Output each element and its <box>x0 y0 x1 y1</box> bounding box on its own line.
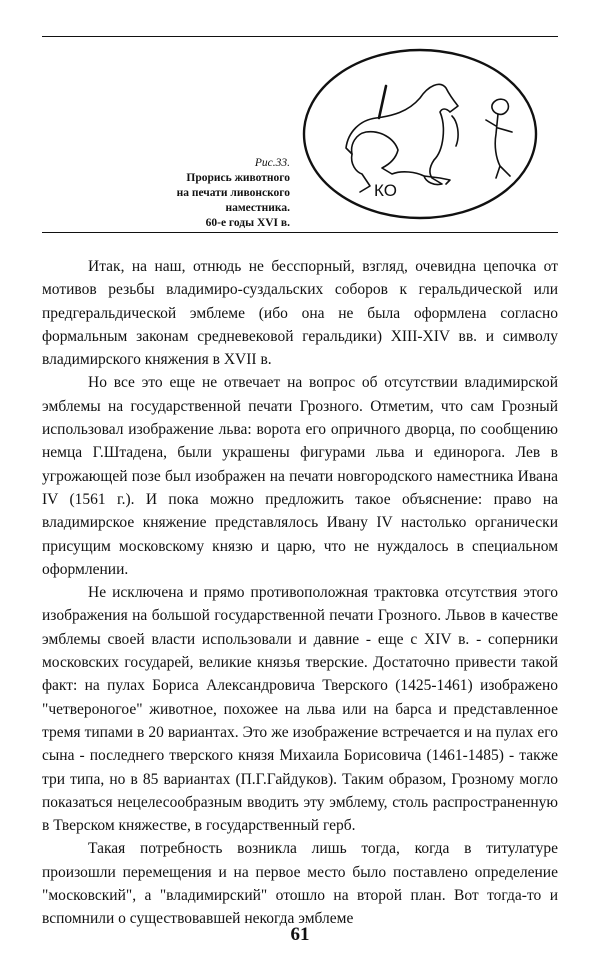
seal-outline <box>304 50 536 218</box>
bottom-rule <box>42 232 558 233</box>
seal-staff <box>379 86 386 118</box>
caption-line: Прорись животного <box>186 172 290 184</box>
paragraph: Такая потребность возникла лишь тогда, когда в титулатуре произошли перемещения и на первое место было поставлено определение "московский", а "владимирский" отошло на второй план. Вот тогда-то и вспомнили о существовавшей некогда эмблеме <box>42 840 558 928</box>
seal-small-figure-head <box>492 99 508 114</box>
paragraph: Итак, на наш, отнюдь не бесспорный, взгляд, очевидна цепочка от мотивов резьбы владимиро-суздальских соборов к геральдической или предгеральдической эмблеме (ибо она не была оформлена согласно формальным законам средневековой геральдики) XIII-XIV вв. и символу владимирского княжения в XVII в. <box>42 258 558 369</box>
body-text <box>42 255 558 931</box>
seal-small-figure-body <box>486 114 512 178</box>
caption-line: на печати ливонского наместника. <box>176 187 290 214</box>
seal-lion <box>346 84 458 184</box>
seal-lion-paw <box>424 176 450 184</box>
paragraph: Не исключена и прямо противоположная трактовка отсутствия этого изображения на большой государственной печати Грозного. Львов в качестве эмблемы своей власти использовали и давние - еще с XIV в. - соперники московских государей, великие князья тверские. Достаточно привести такой факт: на пулах Бориса Александровича Тверского (1425-1461) изображено "четвероногое" животное, похожее на льва или на барса и представленное тремя типами в 20 вариантах. Это же изображение встречается и на пулах его сына - последнего тверского князя Михаила Борисовича (1461-1485) - также три типа, но в 85 вариантах (П.Г.Гайдуков). Таким образом, Грозному могло показаться нецелесообразным вводить эту эмблему, столь распространенную в Тверском княжестве, в государственный герб. <box>42 584 558 835</box>
seal-inscription: КО <box>374 181 397 200</box>
seal-lion-leg <box>352 154 370 192</box>
top-rule <box>42 36 558 37</box>
paragraph: Но все это еще не отвечает на вопрос об отсутствии владимирской эмблемы на государственной печати Грозного. Отметим, что сам Грозный использовал изображение льва: ворота его опричного дворца, по сообщению немца Г.Штадена, были украшены фигурами льва и единорога. Лев в угрожающей позе был изображен на печати новгородского наместника Ивана IV (1561 г.). И пока можно предложить такое объяснение: право на владимирское княжение представлялось Ивану IV настолько органически присущим московскому князю и царю, что не нуждалось в специальном оформлении. <box>42 374 558 578</box>
figure-number: Рис.33. <box>254 157 290 169</box>
seal-lion-tail <box>452 116 458 146</box>
caption-line: 60-е годы XVI в. <box>205 217 290 229</box>
figure-caption <box>118 156 290 231</box>
page-number: 61 <box>290 924 310 945</box>
seal-drawing <box>300 46 540 222</box>
